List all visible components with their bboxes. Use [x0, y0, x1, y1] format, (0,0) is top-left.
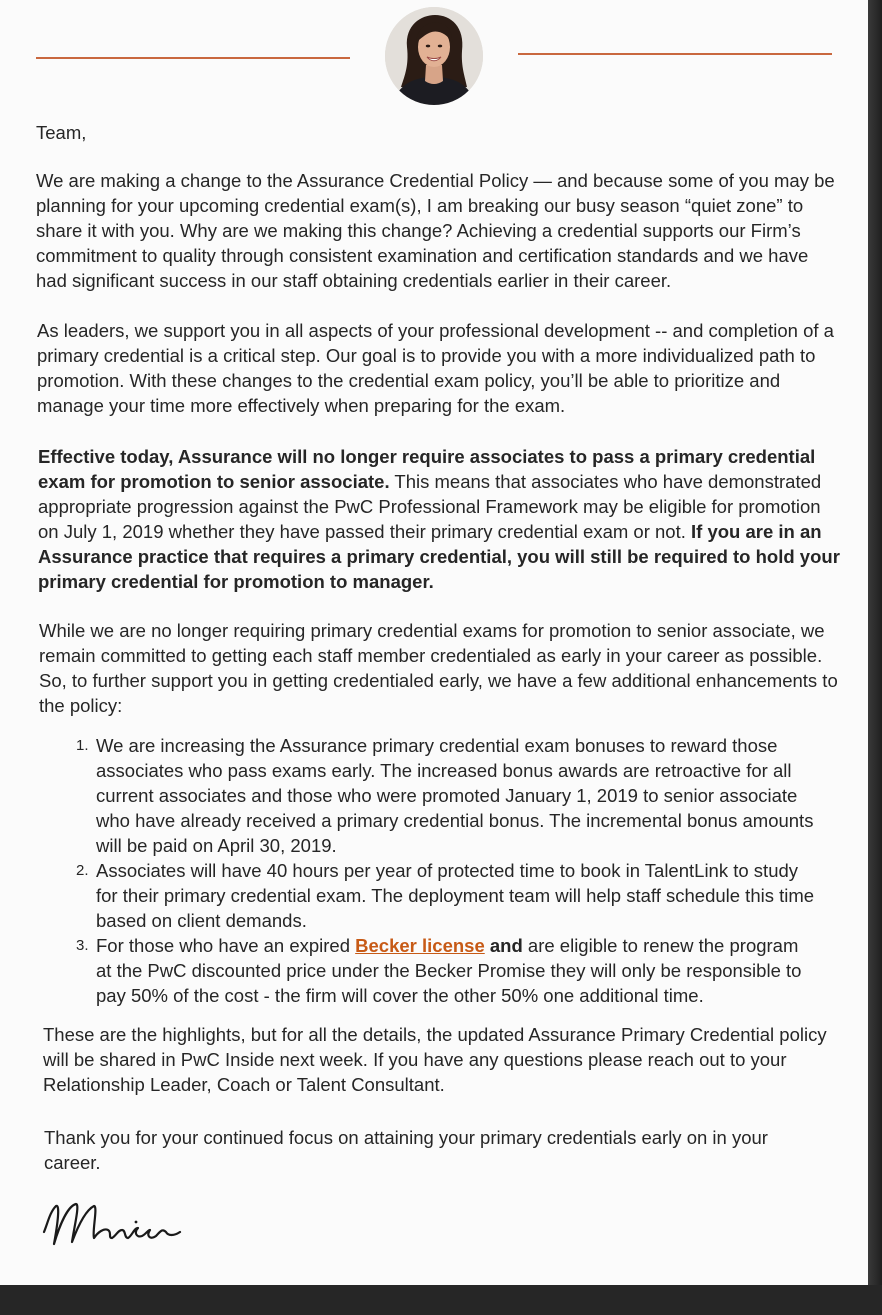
manager-requirement-bold-statement: If you are in an Assurance practice that requires a primary credential, you will still be required to hold your primary credential for promotion to manager.: [38, 521, 840, 592]
list-item: [76, 858, 816, 933]
portrait-photo: [385, 7, 483, 105]
list-item: [76, 933, 816, 1008]
header-rule-left: [36, 57, 350, 59]
paragraph-enhancements: While we are no longer requiring primary credential exams for promotion to senior associate, we remain committed to getting each staff member credentialed as early in your career as possible. So, to further support you in getting credentialed early, we have a few additional enhancements to the policy:: [39, 620, 838, 716]
list-item-number: 2.: [76, 862, 89, 879]
enhancements-list: [76, 733, 816, 1008]
salutation: Team,: [36, 122, 87, 143]
list-item: [76, 733, 816, 858]
list-item-number: 3.: [76, 937, 89, 954]
page-edge-shadow: [868, 0, 882, 1285]
list-item-text-after: are eligible to renew the program at the PwC discounted price under the Becker Promise they will only be responsible to pay 50% of the cost - the firm will cover the other 50% one additional time.: [96, 935, 802, 1006]
paragraph-intro: We are making a change to the Assurance Credential Policy — and because some of you may be planning for your upcoming credential exam(s), I am breaking our busy season “quiet zone” to share it with you. Why are we making this change? Achieving a credential supports our Firm’s commitment to quality through consistent examination and certification standards and we have had significant success in our staff obtaining credentials earlier in their career.: [36, 170, 835, 291]
list-item-text: Associates will have 40 hours per year of protected time to book in TalentLink to study for their primary credential exam. The deployment team will help staff schedule this time based on client demands.: [96, 860, 815, 931]
list-item-text: We are increasing the Assurance primary credential exam bonuses to reward those associates who pass exams early. The increased bonus awards are retroactive for all current associates and those who were promoted January 1, 2019 to senior associate who have already received a primary credential bonus. The incremental bonus amounts will be paid on April 30, 2019.: [96, 735, 814, 856]
signature: [38, 1192, 188, 1262]
paragraph-highlights: These are the highlights, but for all the details, the updated Assurance Primary Credential policy will be shared in PwC Inside next week. If you have any questions please reach out to your Relationship Leader, Coach or Talent Consultant.: [43, 1024, 827, 1095]
policy-change-detail: This means that associates who have demonstrated appropriate progression against the PwC Professional Framework may be eligible for promotion on July 1, 2019 whether they have passed their primary credential exam or not.: [38, 471, 822, 542]
paragraph-thanks: Thank you for your continued focus on attaining your primary credentials early on in your career.: [44, 1127, 768, 1173]
header-rule-right: [518, 53, 832, 55]
list-item-text-before: For those who have an expired: [96, 935, 356, 956]
paragraph-leaders: As leaders, we support you in all aspects of your professional development -- and completion of a primary credential is a critical step. Our goal is to provide you with a more individualized path to promotion. With these changes to the credential exam policy, you’ll be able to prioritize and manage your time more effectively when preparing for the exam.: [37, 320, 834, 416]
bottom-dark-bar: [0, 1285, 882, 1315]
list-item-bold-and: and: [484, 935, 523, 956]
list-item-number: 1.: [76, 737, 89, 754]
paragraph-policy-change: [38, 444, 841, 594]
becker-license-link[interactable]: Becker license: [355, 935, 485, 956]
policy-change-bold-statement: Effective today, Assurance will no longer require associates to pass a primary credential exam for promotion to senior associate.: [38, 446, 816, 492]
